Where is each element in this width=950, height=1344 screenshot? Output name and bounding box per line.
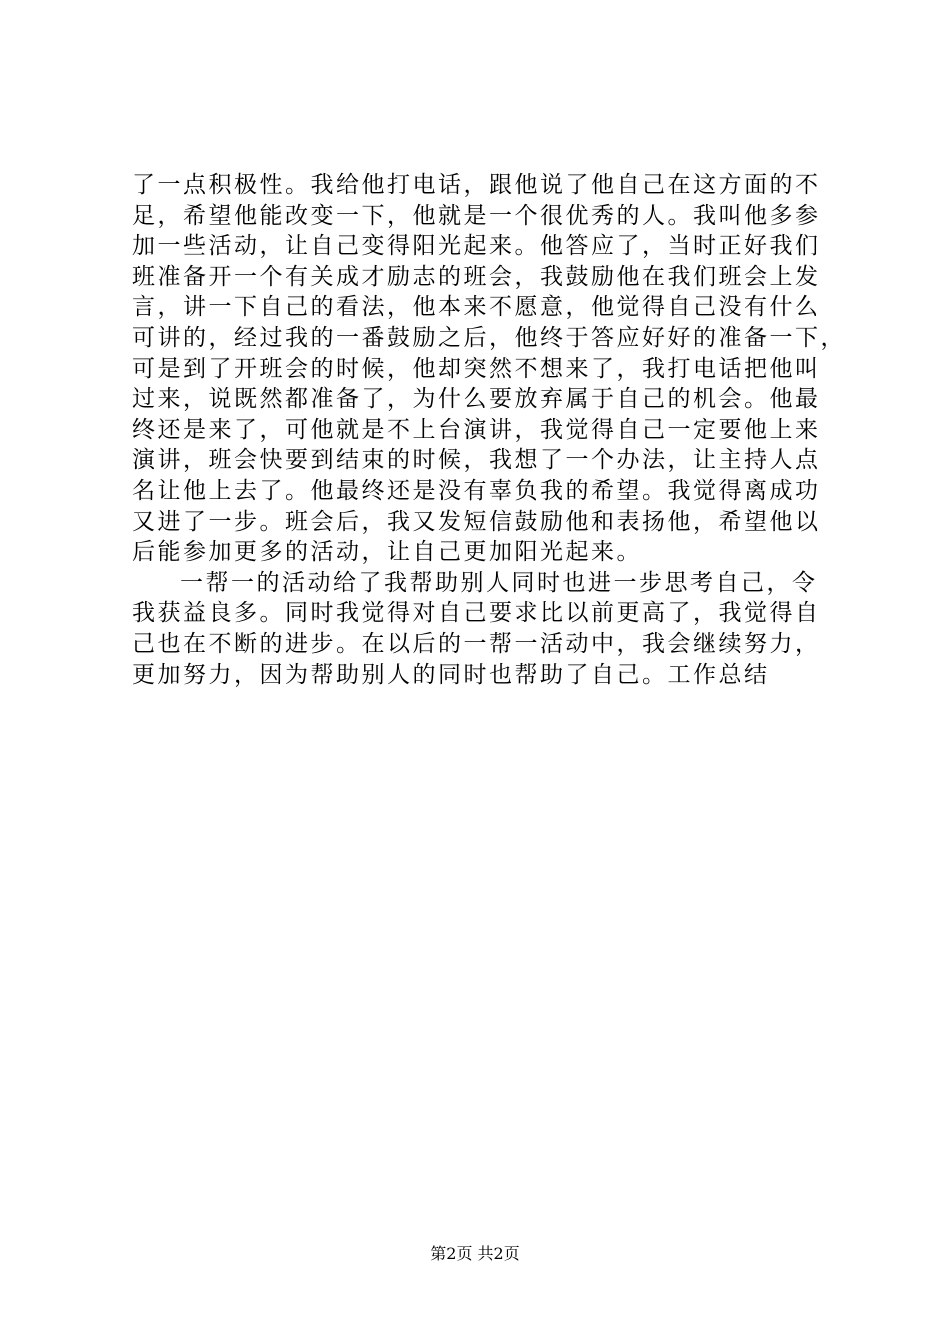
text-line: 终还是来了，可他就是不上台演讲，我觉得自己一定要他上来 — [132, 416, 821, 443]
text-line: 班准备开一个有关成才励志的班会，我鼓励他在我们班会上发 — [132, 263, 821, 290]
paragraph-start-line: 一帮一的活动给了我帮助别人同时也进一步思考自己，令 — [180, 569, 818, 596]
text-line: 可是到了开班会的时候，他却突然不想来了，我打电话把他叫 — [132, 355, 821, 382]
text-line: 了一点积极性。我给他打电话，跟他说了他自己在这方面的不 — [132, 172, 821, 198]
text-line: 更加努力，因为帮助别人的同时也帮助了自己。工作总结 — [132, 661, 770, 688]
text-line: 言，讲一下自己的看法，他本来不愿意，他觉得自己没有什么 — [132, 294, 821, 321]
text-line: 演讲，班会快要到结束的时候，我想了一个办法，让主持人点 — [132, 447, 821, 474]
text-line: 足，希望他能改变一下，他就是一个很优秀的人。我叫他多参 — [132, 202, 821, 229]
page-number-footer: 第2页 共2页 — [430, 1244, 520, 1263]
text-line: 后能参加更多的活动，让自己更加阳光起来。 — [132, 539, 642, 566]
text-line: 己也在不断的进步。在以后的一帮一活动中，我会继续努力， — [132, 630, 821, 657]
text-line: 名让他上去了。他最终还是没有辜负我的希望。我觉得离成功 — [132, 477, 821, 504]
body-text — [132, 170, 846, 690]
text-line: 加一些活动，让自己变得阳光起来。他答应了，当时正好我们 — [132, 233, 821, 260]
text-line: 我获益良多。同时我觉得对自己要求比以前更高了，我觉得自 — [132, 600, 821, 627]
text-line: 又进了一步。班会后，我又发短信鼓励他和表扬他，希望他以 — [132, 508, 821, 535]
text-line: 可讲的，经过我的一番鼓励之后，他终于答应好好的准备一下， — [132, 324, 846, 351]
text-line: 过来，说既然都准备了，为什么要放弃属于自己的机会。他最 — [132, 386, 821, 413]
